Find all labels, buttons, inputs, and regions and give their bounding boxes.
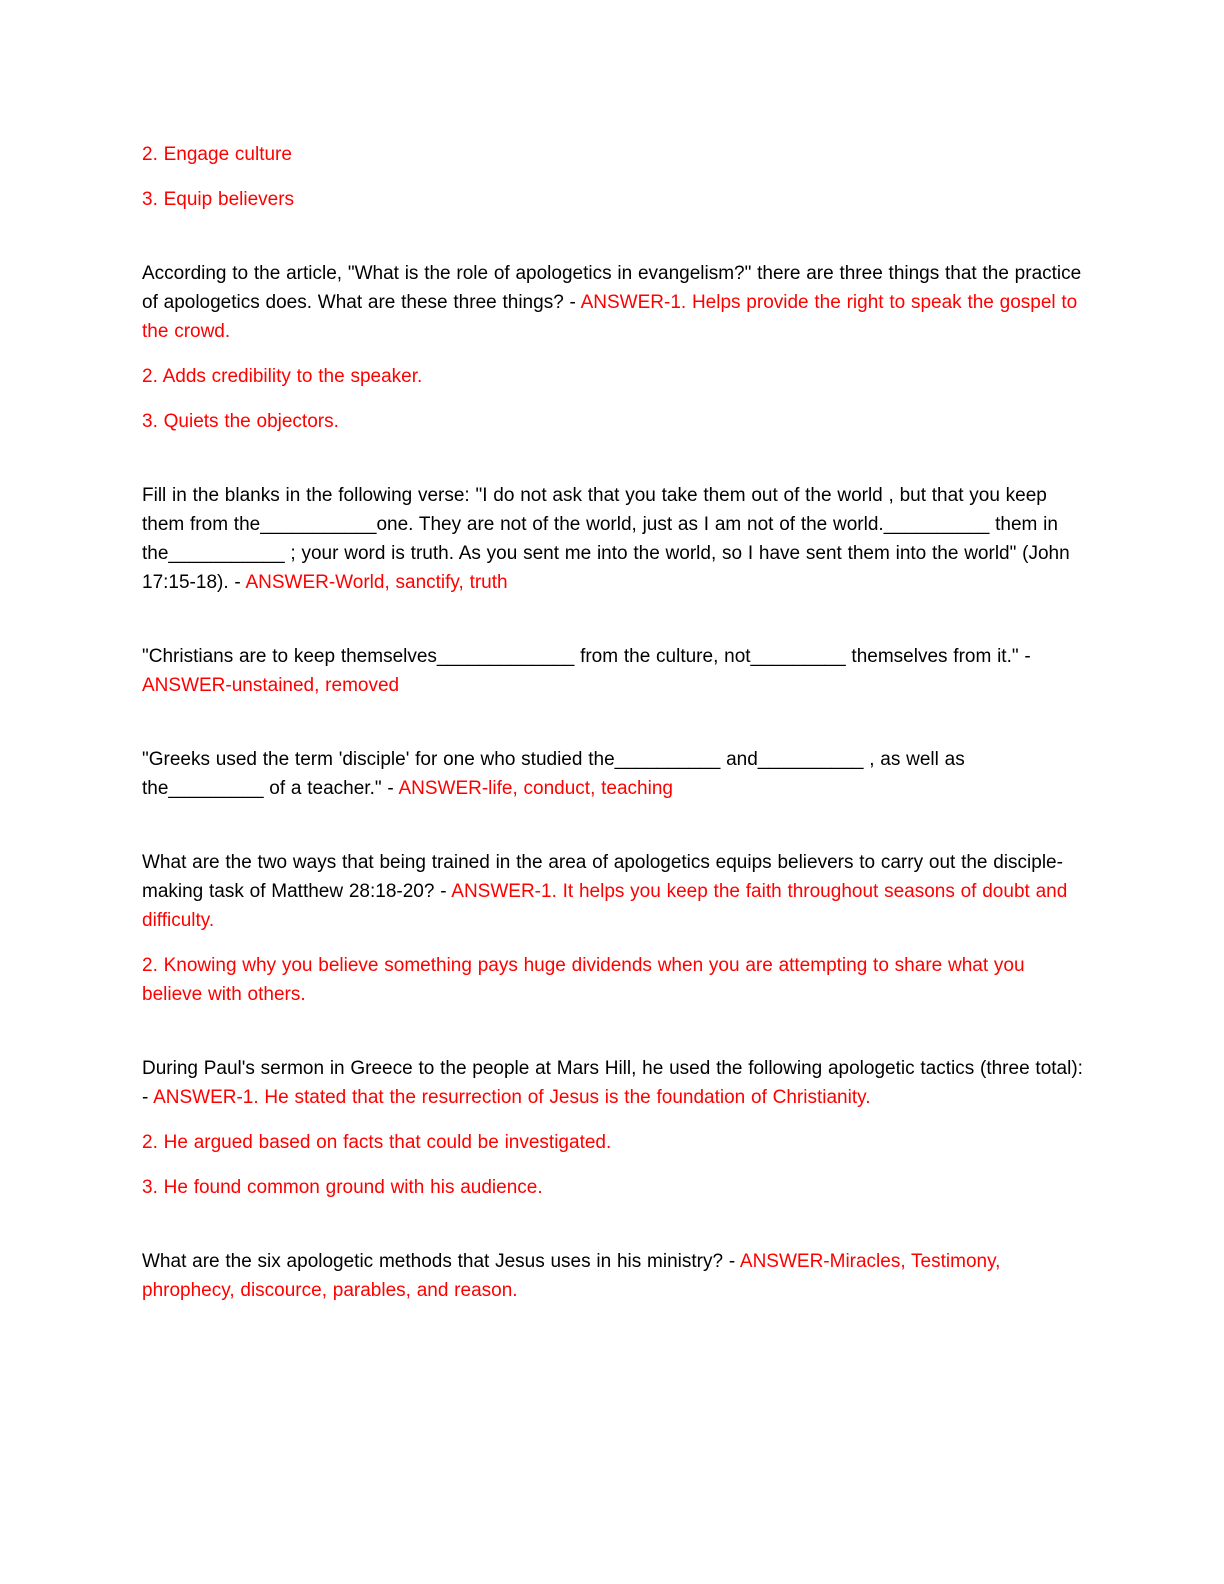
answer-list-item — [142, 407, 1084, 436]
answer-text: ANSWER-1. It helps you keep the faith throughout seasons of doubt and difficulty. — [142, 881, 1074, 931]
answer-text: ANSWER-1. He stated that the resurrection of Jesus is the foundation of Christianity. — [153, 1087, 871, 1108]
answer-list-item — [142, 951, 1084, 1009]
answer-text: 3. Quiets the objectors. — [142, 411, 339, 432]
qa-paragraph — [142, 745, 1084, 803]
answer-text: 2. Knowing why you believe something pays huge dividends when you are attempting to share what you believe with others. — [142, 955, 1031, 1005]
question-text: During Paul's sermon in Greece to the people at Mars Hill, he used the following apologetic tactics (three total): - — [142, 1058, 1089, 1108]
qa-paragraph — [142, 1247, 1084, 1305]
answer-text: 3. Equip believers — [142, 189, 295, 210]
answer-list-item — [142, 1173, 1084, 1202]
qa-paragraph — [142, 642, 1084, 700]
answer-text: ANSWER-Miracles, Testimony, phrophecy, discource, parables, and reason. — [142, 1251, 1007, 1301]
qa-paragraph — [142, 481, 1084, 597]
question-text: Fill in the blanks in the following verse: "I do not ask that you take them out of the world , but that you keep them from the___________one. They are not of the world, just as I am not of the world.__________ them in the___________ ; your word is truth. As you sent me into the world, so I have sent them into the world" (John 17:15-18). - — [142, 485, 1076, 593]
qa-paragraph — [142, 1054, 1089, 1112]
answer-list-item — [142, 140, 1084, 169]
question-text: "Christians are to keep themselves_____________ from the culture, not_________ themselves from it." - — [142, 646, 1036, 667]
answer-text: 2. He argued based on facts that could be investigated. — [142, 1132, 612, 1153]
answer-text: 2. Adds credibility to the speaker. — [142, 366, 423, 387]
answer-text: 3. He found common ground with his audience. — [142, 1177, 543, 1198]
qa-paragraph — [142, 259, 1087, 346]
question-text: What are the two ways that being trained in the area of apologetics equips believers to carry out the disciple-making task of Matthew 28:18-20? - — [142, 852, 1063, 902]
answer-text: ANSWER-unstained, removed — [142, 675, 400, 696]
answer-text: ANSWER-World, sanctify, truth — [245, 572, 508, 593]
answer-list-item — [142, 362, 1084, 391]
answer-text: ANSWER-life, conduct, teaching — [398, 778, 673, 799]
answer-text: ANSWER-1. Helps provide the right to speak the gospel to the crowd. — [142, 292, 1084, 342]
answer-list-item — [142, 185, 1084, 214]
question-text: What are the six apologetic methods that Jesus uses in his ministry? - — [142, 1251, 740, 1272]
question-text: "Greeks used the term 'disciple' for one who studied the__________ and__________ , as well as the_________ of a teacher." - — [142, 749, 971, 799]
question-text: According to the article, "What is the role of apologetics in evangelism?" there are three things that the practice of apologetics does. What are these three things? - — [142, 263, 1087, 313]
answer-list-item — [142, 1128, 1084, 1157]
qa-paragraph — [142, 848, 1084, 935]
answer-text: 2. Engage culture — [142, 144, 292, 165]
